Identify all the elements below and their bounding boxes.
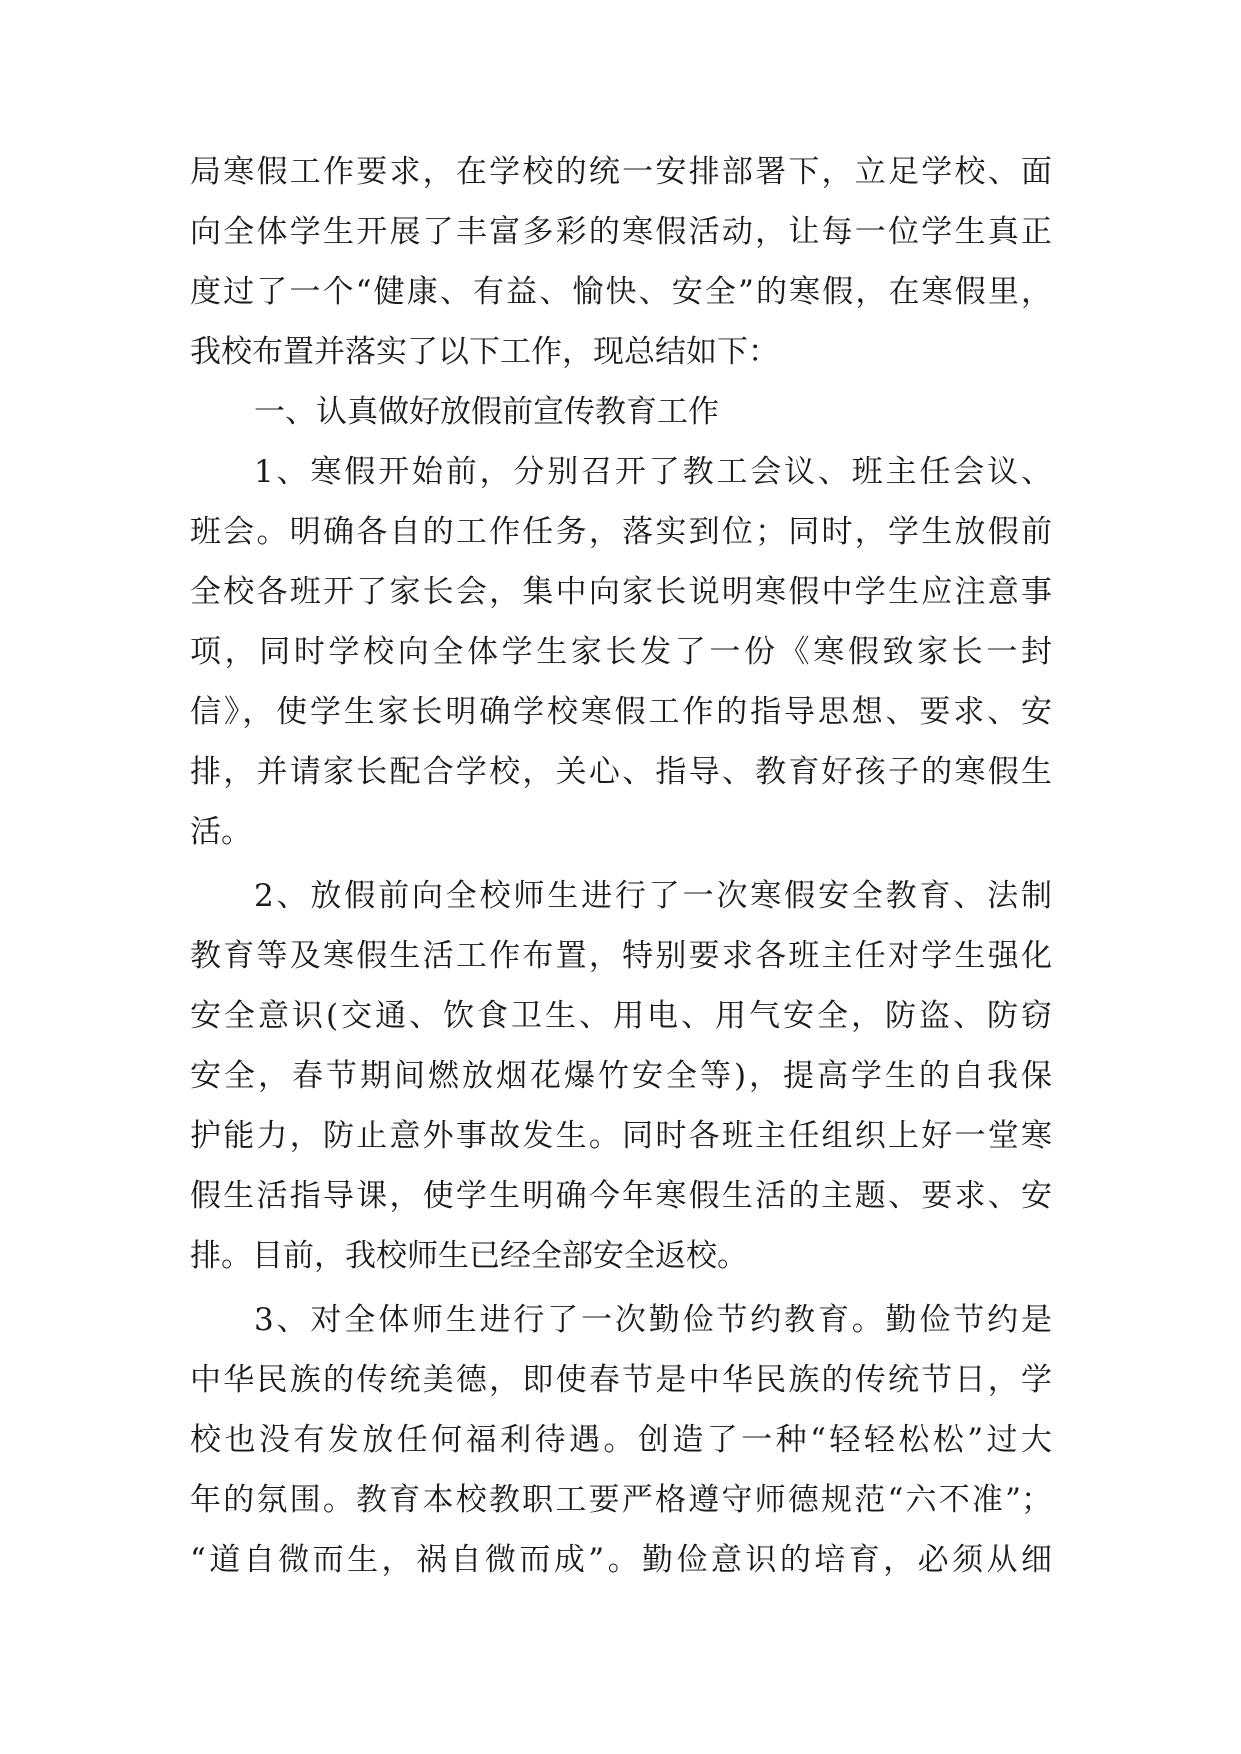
text-line: 中华民族的传统美德，即使春节是中华民族的传统节日，学 bbox=[190, 1362, 1052, 1398]
text-line: 年的氛围。教育本校教职工要严格遵守师德规范“六不准”； bbox=[190, 1482, 1052, 1518]
text-line: 我校布置并落实了以下工作，现总结如下： bbox=[190, 334, 779, 370]
text-line: 教育等及寒假生活工作布置，特别要求各班主任对学生强化 bbox=[190, 938, 1052, 974]
text-line: 排，并请家长配合学校，关心、指导、教育好孩子的寒假生 bbox=[190, 754, 1052, 790]
text-line: 全校各班开了家长会，集中向家长说明寒假中学生应注意事 bbox=[190, 574, 1052, 610]
text-line: “道自微而生，祸自微而成”。勤俭意识的培育，必须从细 bbox=[190, 1542, 1052, 1578]
text-line: 校也没有发放任何福利待遇。创造了一种“轻轻松松”过大 bbox=[190, 1422, 1052, 1458]
text-line: 信》，使学生家长明确学校寒假工作的指导思想、要求、安 bbox=[190, 694, 1052, 730]
text-line: 活。 bbox=[190, 814, 252, 850]
text-line: 班会。明确各自的工作任务，落实到位；同时，学生放假前 bbox=[190, 514, 1052, 550]
text-line: 假生活指导课，使学生明确今年寒假生活的主题、要求、安 bbox=[190, 1178, 1052, 1214]
text-line: 向全体学生开展了丰富多彩的寒假活动，让每一位学生真正 bbox=[190, 214, 1052, 250]
text-line: 排。目前，我校师生已经全部安全返校。 bbox=[190, 1238, 748, 1274]
text-line: 安全意识(交通、饮食卫生、用电、用气安全，防盗、防窃 bbox=[190, 998, 1052, 1034]
text-line: 项，同时学校向全体学生家长发了一份《寒假致家长一封 bbox=[190, 634, 1052, 670]
text-line: 护能力，防止意外事故发生。同时各班主任组织上好一堂寒 bbox=[190, 1118, 1052, 1154]
text-line: 3、对全体师生进行了一次勤俭节约教育。勤俭节约是 bbox=[254, 1302, 1052, 1338]
text-line: 2、放假前向全校师生进行了一次寒假安全教育、法制 bbox=[254, 878, 1052, 914]
text-line: 1、寒假开始前，分别召开了教工会议、班主任会议、 bbox=[254, 454, 1052, 490]
text-line: 局寒假工作要求，在学校的统一安排部署下，立足学校、面 bbox=[190, 154, 1052, 190]
text-line: 度过了一个“健康、有益、愉快、安全”的寒假，在寒假里， bbox=[190, 274, 1052, 310]
section-heading: 一、认真做好放假前宣传教育工作 bbox=[254, 394, 719, 430]
text-line: 安全，春节期间燃放烟花爆竹安全等)，提高学生的自我保 bbox=[190, 1058, 1052, 1094]
